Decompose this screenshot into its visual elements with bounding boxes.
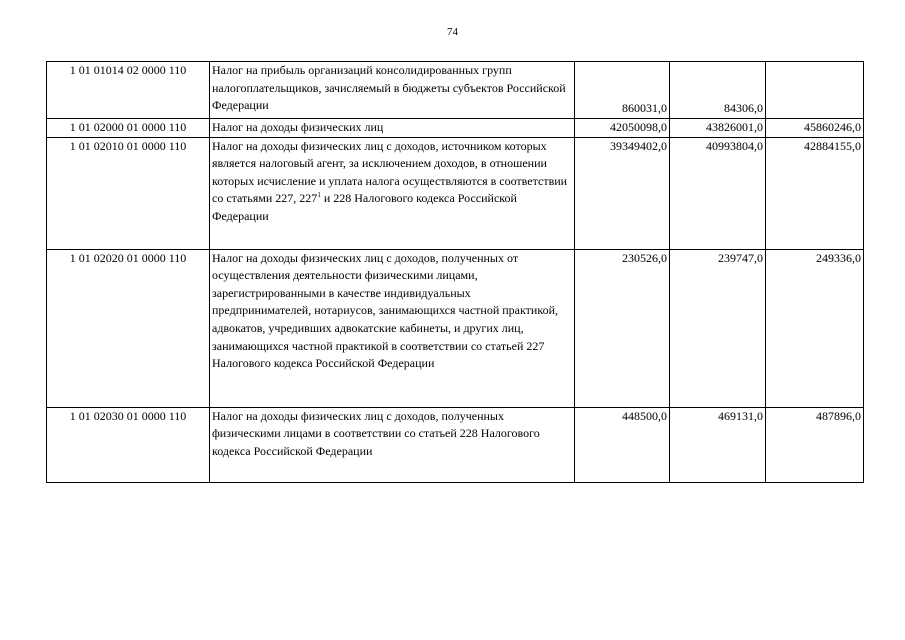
budget-revenue-table [46, 61, 864, 483]
revenue-name: Налог на прибыль организаций консолидированных групп налогоплательщиков, зачисляемый в бюджеты субъектов Российской Федерации [210, 62, 575, 119]
amount-year-1: 39349402,0 [575, 137, 670, 249]
table-row [47, 119, 864, 138]
page-number: 74 [447, 26, 458, 38]
article-superscript: 1 [317, 191, 321, 200]
amount-year-1: 860031,0 [575, 62, 670, 119]
amount-year-2: 84306,0 [670, 62, 766, 119]
budget-classification-code: 1 01 02030 01 0000 110 [47, 407, 210, 482]
table-row [47, 407, 864, 482]
amount-year-2: 40993804,0 [670, 137, 766, 249]
table-row [47, 249, 864, 407]
amount-year-3: 487896,0 [766, 407, 864, 482]
amount-year-1: 448500,0 [575, 407, 670, 482]
revenue-name-text: Налог на доходы физических лиц с доходов, источником которых является налоговый агент, за исключением доходов, в отношении которых исчисление и уплата налога осуществляются в соответствии со статьями 227, 227 [212, 138, 568, 206]
budget-classification-code: 1 01 02020 01 0000 110 [47, 249, 210, 407]
revenue-name: Налог на доходы физических лиц с доходов, полученных физическими лицами в соответствии со статьей 228 Налогового кодекса Российской Федерации [210, 407, 575, 482]
amount-year-2: 239747,0 [670, 249, 766, 407]
amount-year-3: 42884155,0 [766, 137, 864, 249]
amount-year-1: 230526,0 [575, 249, 670, 407]
budget-classification-code: 1 01 01014 02 0000 110 [47, 62, 210, 119]
revenue-name: Налог на доходы физических лиц [210, 119, 575, 138]
revenue-name: Налог на доходы физических лиц с доходов, полученных от осуществления деятельности физическими лицами, зарегистрированными в качестве индивидуальных предпринимателей, нотариусов, занимающихся частной практикой, адвокатов, учредивших адвокатские кабинеты, и других лиц, занимающихся частной практикой в соответствии со статьей 227 Налогового кодекса Российской Федерации [210, 249, 575, 407]
table-row [47, 62, 864, 119]
amount-year-1: 42050098,0 [575, 119, 670, 138]
amount-year-3: 45860246,0 [766, 119, 864, 138]
budget-classification-code: 1 01 02010 01 0000 110 [47, 137, 210, 249]
revenue-name [210, 137, 575, 249]
budget-classification-code: 1 01 02000 01 0000 110 [47, 119, 210, 138]
revenue-name-text-continued: и 228 Налогового кодекса Российской Федерации [212, 191, 517, 223]
amount-year-2: 43826001,0 [670, 119, 766, 138]
amount-year-2: 469131,0 [670, 407, 766, 482]
amount-year-3: 249336,0 [766, 249, 864, 407]
table-row [47, 137, 864, 249]
amount-year-3 [766, 62, 864, 119]
